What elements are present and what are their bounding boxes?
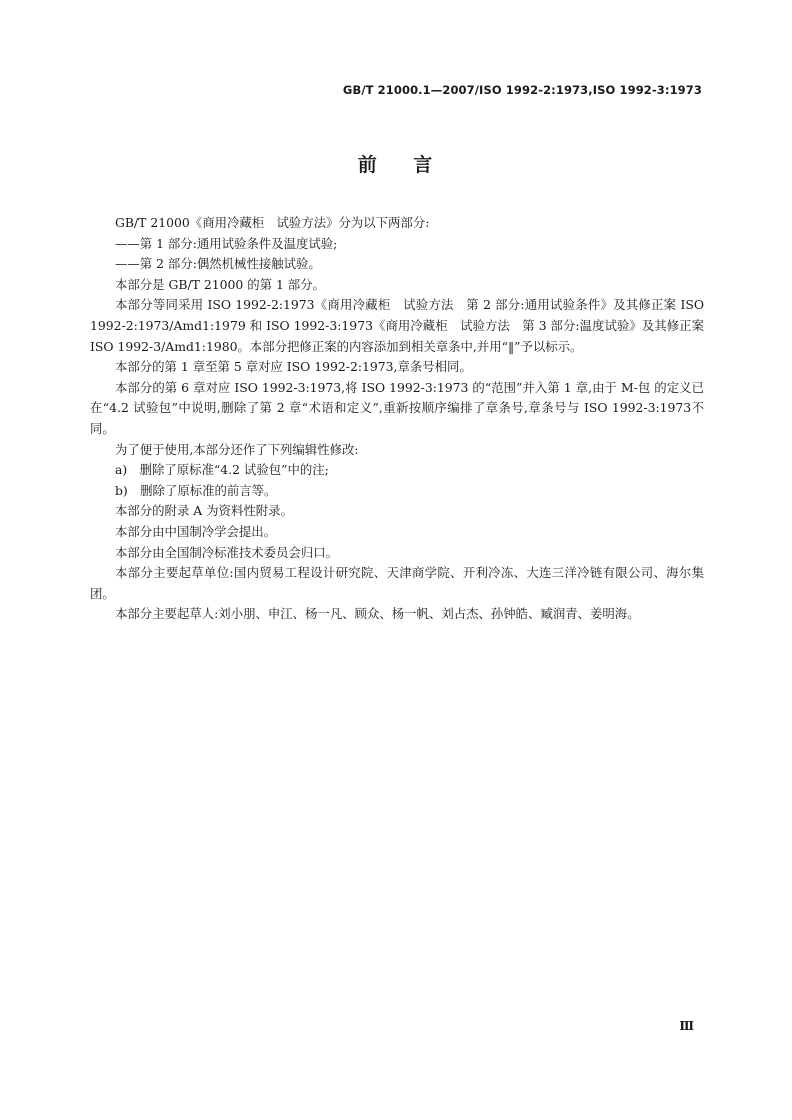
page-number: Ⅲ: [679, 1019, 694, 1033]
paragraph-editorial-intro: 为了便于使用,本部分还作了下列编辑性修改:: [115, 441, 359, 457]
paragraph-equivalence: 本部分等同采用 ISO 1992-2:1973《商用冷藏柜 试验方法 第 2 部分:通用试验条件》及其修正案 ISO 1992-2:1973/Amd1:1979 和 ISO 1992-3:1973《商用冷藏柜 试验方法 第 3 部分:温度试验》及其修正案 ISO 1992-3/Amd1:1980。本部分把修正案的内容添加到相关章条中,并用“‖”予以标示。: [90, 297, 704, 354]
paragraph-proposed-by: 本部分由中国制冷学会提出。: [115, 523, 277, 539]
paragraph-under-jurisdiction: 本部分由全国制冷标准技术委员会归口。: [115, 544, 339, 560]
paragraph-part-1: ——第 1 部分:通用试验条件及温度试验;: [115, 235, 338, 251]
paragraph-this-part: 本部分是 GB/T 21000 的第 1 部分。: [115, 276, 325, 292]
paragraph-part-2: ——第 2 部分:偶然机械性接触试验。: [115, 256, 321, 272]
list-item-a: a) 删除了原标准“4.2 试验包”中的注;: [115, 462, 329, 478]
paragraph-chapter-6: 本部分的第 6 章对应 ISO 1992-3:1973,将 ISO 1992-3:1973 的“范围”并入第 1 章,由于 M-包 的定义已在“4.2 试验包”中说明,删除了第 2 章“术语和定义”,重新按顺序编排了章条号,章条号与 ISO 1992-3:1973不同。: [90, 379, 704, 436]
foreword-body: [90, 213, 704, 625]
standard-code-header: GB/T 21000.1—2007/ISO 1992-2:1973,ISO 1992-3:1973: [342, 83, 702, 97]
paragraph-drafting-units: 本部分主要起草单位:国内贸易工程设计研究院、天津商学院、开利冷冻、大连三洋冷链有限公司、海尔集团。: [90, 565, 704, 601]
paragraph-chapter-mapping: 本部分的第 1 章至第 5 章对应 ISO 1992-2:1973,章条号相同。: [115, 359, 472, 375]
paragraph-drafters: 本部分主要起草人:刘小朋、申江、杨一凡、顾众、杨一帆、刘占杰、孙钟皓、臧润青、姜明海。: [115, 606, 640, 622]
paragraph-annex: 本部分的附录 A 为资料性附录。: [115, 503, 293, 519]
list-item-b: b) 删除了原标准的前言等。: [115, 482, 277, 498]
paragraph-parts-intro: GB/T 21000《商用冷藏柜 试验方法》分为以下两部分:: [115, 215, 430, 230]
page-title: 前 言: [357, 154, 435, 176]
